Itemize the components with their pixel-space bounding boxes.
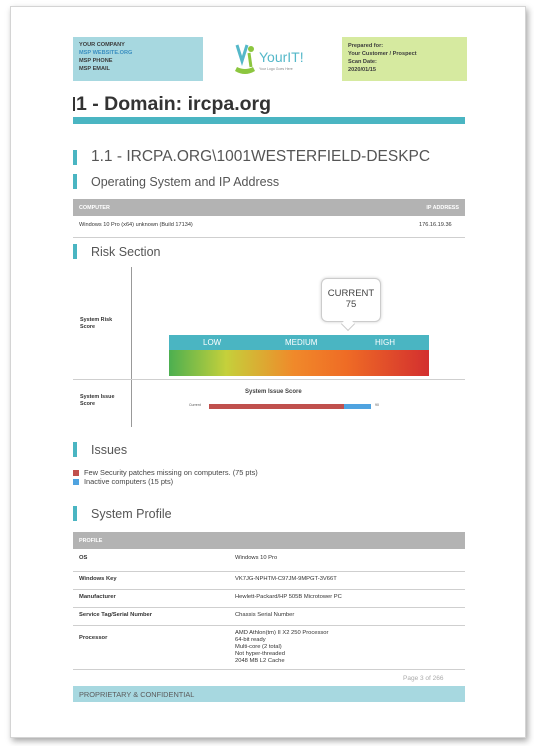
- row-divider: [73, 669, 465, 670]
- col-profile: PROFILE: [79, 537, 103, 544]
- profile-key: Processor: [79, 635, 108, 641]
- customer-name: Your Customer / Prospect: [348, 51, 417, 57]
- risk-divider-vertical: [131, 267, 132, 427]
- scale-low: LOW: [203, 338, 222, 347]
- os-section-heading: [73, 174, 279, 189]
- issue-bar-max-label: 90: [375, 403, 379, 407]
- processor-line: 2048 MB L2 Cache: [235, 658, 285, 664]
- scale-high: HIGH: [375, 338, 395, 347]
- system-issue-score-label: System Issue Score: [80, 394, 115, 407]
- profile-key: Manufacturer: [79, 594, 116, 600]
- issue-bar-current: [209, 404, 344, 409]
- os-table-header: [73, 199, 465, 216]
- confidential-footer: PROPRIETARY & CONFIDENTIAL: [73, 686, 465, 702]
- section-marker: [73, 174, 77, 189]
- logo-tagline: Your Logo Goes Here: [259, 67, 293, 71]
- profile-value-processor: [235, 630, 328, 665]
- risk-section-title: Risk Section: [91, 244, 161, 259]
- profile-table-header: [73, 532, 465, 549]
- profile-heading: [73, 506, 172, 521]
- domain-heading: [73, 93, 271, 116]
- row-divider: [73, 607, 465, 608]
- row-divider: [73, 237, 465, 238]
- profile-title: System Profile: [91, 506, 172, 521]
- issue-text: Few Security patches missing on computers. (75 pts): [84, 468, 258, 477]
- col-ip-address: IP ADDRESS: [426, 204, 459, 211]
- issue-score-bar: [189, 403, 379, 409]
- scan-date-label: Scan Date:: [348, 59, 377, 65]
- company-info-box: [73, 37, 203, 81]
- heading-rule: [73, 117, 465, 124]
- prepared-for-label: Prepared for:: [348, 43, 384, 49]
- os-section-title: Operating System and IP Address: [91, 174, 280, 189]
- company-phone: MSP PHONE: [79, 58, 113, 64]
- processor-line: 64-bit ready: [235, 637, 266, 643]
- section-marker: [73, 506, 77, 521]
- profile-key: OS: [79, 555, 88, 561]
- section-marker: [73, 150, 77, 165]
- system-risk-score-label: System Risk Score: [80, 317, 113, 330]
- current-score-bubble: [321, 278, 381, 322]
- issues-title: Issues: [91, 442, 128, 457]
- page-number: Page 3 of 266: [403, 675, 444, 682]
- issue-bar-remaining: [344, 404, 371, 409]
- row-divider: [73, 571, 465, 572]
- computer-value: Windows 10 Pro (x64) unknown (Build 17134): [79, 222, 193, 228]
- profile-key: Windows Key: [79, 576, 117, 582]
- prepared-for-box: [342, 37, 467, 81]
- current-label: CURRENT: [327, 288, 375, 299]
- text-cursor: [73, 97, 75, 111]
- profile-key: Service Tag/Serial Number: [79, 612, 153, 618]
- scale-medium: MEDIUM: [285, 338, 318, 347]
- computer-heading-text: 1.1 - IRCPA.ORG\1001WESTERFIELD-DESKPC: [91, 148, 431, 165]
- issue-color-marker: [73, 470, 79, 476]
- domain-heading-text: 1 - Domain: ircpa.org: [76, 93, 272, 115]
- current-value: 75: [345, 299, 357, 310]
- processor-line: AMD Athlon(tm) II X2 250 Processor: [235, 630, 329, 636]
- risk-section-heading: [73, 244, 160, 259]
- profile-value: Hewlett-Packard/HP 505B Microtower PC: [235, 594, 342, 600]
- row-divider: [73, 589, 465, 590]
- section-marker: [73, 442, 77, 457]
- issues-heading: [73, 442, 127, 457]
- risk-scale-bar: [169, 335, 429, 350]
- ip-value: 176.16.19.36: [419, 222, 452, 228]
- risk-panel: [73, 267, 465, 431]
- profile-value: Windows 10 Pro: [235, 555, 278, 561]
- issue-text: Inactive computers (15 pts): [84, 477, 174, 486]
- risk-divider-horizontal: [73, 379, 465, 380]
- profile-value: Chassis Serial Number: [235, 612, 295, 618]
- scan-date-value: 2020/01/15: [348, 67, 376, 73]
- logo-figure-icon: [231, 41, 259, 77]
- processor-line: Multi-core (2 total): [235, 644, 282, 650]
- issue-score-chart-title: System Issue Score: [245, 389, 302, 395]
- issue-color-marker: [73, 479, 79, 485]
- issue-item: [73, 468, 258, 477]
- computer-heading: [73, 148, 430, 166]
- row-divider: [73, 625, 465, 626]
- report-page: [10, 6, 526, 738]
- issue-item: [73, 477, 173, 486]
- processor-line: Not hyper-threaded: [235, 651, 285, 657]
- section-marker: [73, 244, 77, 259]
- risk-gradient: [169, 350, 429, 376]
- company-name: YOUR COMPANY: [79, 42, 125, 48]
- issue-bar-current-label: Current: [189, 403, 201, 407]
- logo-brand-text: YourIT!: [259, 49, 304, 65]
- company-logo: [231, 39, 311, 79]
- company-website[interactable]: MSP WEBSITE.ORG: [79, 50, 133, 56]
- profile-value: VK7JG-NPHTM-C97JM-9MPGT-3V66T: [235, 576, 337, 582]
- col-computer: COMPUTER: [79, 204, 110, 211]
- company-email: MSP EMAIL: [79, 66, 110, 72]
